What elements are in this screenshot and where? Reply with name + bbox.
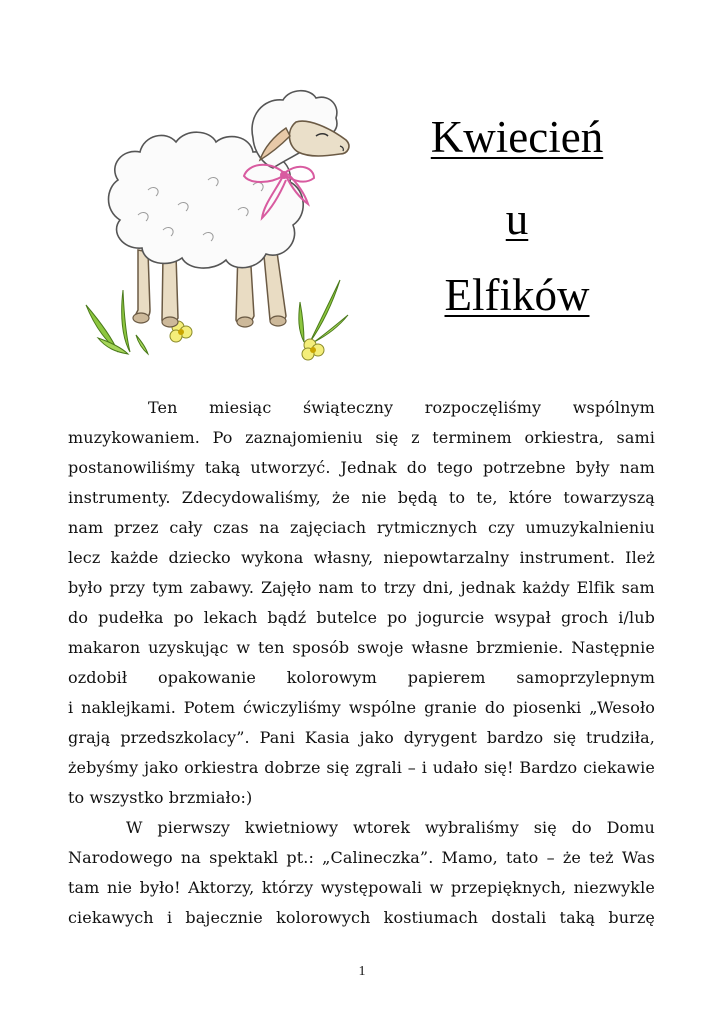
word: Ileż [625, 548, 655, 567]
word: Narodowego [68, 848, 173, 867]
word: że [562, 848, 581, 867]
word: po [173, 608, 194, 627]
word: burzę [608, 908, 655, 927]
word: dyrygent [403, 728, 477, 747]
word: tego [436, 458, 473, 477]
word: jednak [460, 578, 516, 597]
word: Potem [183, 698, 236, 717]
paragraph-2-line [68, 873, 655, 903]
word: rytmicznych [376, 518, 478, 537]
word: występowali [320, 878, 423, 897]
sheep-with-bow-icon [78, 80, 378, 370]
word: Ten [148, 398, 178, 417]
word: i [68, 698, 74, 717]
word: zabawy. [189, 578, 255, 597]
word: do [484, 698, 505, 717]
paragraph-1-line [68, 543, 655, 573]
word: cały [169, 518, 203, 537]
word: na [259, 518, 280, 537]
word: się [533, 818, 557, 837]
word: bądź [267, 608, 307, 627]
paragraph-1-line [68, 453, 655, 483]
word: pudełka [98, 608, 164, 627]
word: przy [109, 578, 146, 597]
word: do [68, 608, 89, 627]
word: samoprzylepnym [516, 668, 655, 687]
word: Jednak [340, 458, 397, 477]
word: że [332, 488, 351, 507]
word: bajecznie [185, 908, 263, 927]
word: tym [152, 578, 184, 597]
word: wsypał [494, 608, 551, 627]
paragraph-1-line [68, 393, 655, 423]
word: Zdecydowaliśmy, [181, 488, 321, 507]
word: z [411, 428, 420, 447]
word: lekach [203, 608, 258, 627]
word: potrzebne [482, 458, 566, 477]
word: ozdobił [68, 668, 128, 687]
word: Domu [606, 818, 655, 837]
word: umuzykalnieniu [525, 518, 655, 537]
word: orkiestra [184, 758, 259, 777]
paragraph-1-line [68, 423, 655, 453]
word: niepowtarzalny [383, 548, 510, 567]
word: ciekawych [68, 908, 154, 927]
word: trudziła, [586, 728, 655, 747]
word: kostiumach [383, 908, 479, 927]
word: niezwykle [573, 878, 655, 897]
word: wtorek [352, 818, 411, 837]
word: nam [68, 518, 104, 537]
word: przepięknych, [450, 878, 567, 897]
title-line-1: Kwiecień [430, 112, 604, 162]
word: miesiąc [209, 398, 272, 417]
word: to [360, 578, 377, 597]
word: każde [110, 548, 159, 567]
page-number: 1 [358, 964, 366, 979]
word: rozpoczęliśmy [424, 398, 542, 417]
body-text [68, 393, 655, 933]
word: po [387, 608, 408, 627]
word: ciekawie [583, 758, 655, 777]
word: własny, [313, 548, 374, 567]
word: Zajęło [260, 578, 312, 597]
paragraph-2-line [68, 843, 655, 873]
word: nie [106, 878, 133, 897]
word: pierwszy [157, 818, 231, 837]
word: było [68, 578, 103, 597]
paragraph-2-line [68, 813, 655, 843]
word: przez [113, 518, 159, 537]
word: papierem [407, 668, 486, 687]
word: na [180, 848, 201, 867]
word: tam [68, 878, 100, 897]
word: Po [212, 428, 233, 447]
word: do [571, 818, 592, 837]
word: piosenki [512, 698, 582, 717]
word: grają [68, 728, 111, 747]
word: się [553, 728, 577, 747]
word: – [407, 758, 416, 777]
word: też [589, 848, 614, 867]
word: Was [621, 848, 655, 867]
word: swoje [357, 638, 404, 657]
word: „Calineczka”. [322, 848, 434, 867]
word: Następnie [571, 638, 655, 657]
word: muzykowaniem. [68, 428, 200, 447]
word: te, [476, 488, 498, 507]
word: to [448, 488, 466, 507]
word: naklejkami. [81, 698, 176, 717]
word: „Wesoło [589, 698, 655, 717]
paragraph-1-line [68, 573, 655, 603]
word: nam [318, 578, 354, 597]
word: którzy [261, 878, 314, 897]
word: tato [505, 848, 539, 867]
word: jako [359, 728, 394, 747]
word: instrumenty. [68, 488, 171, 507]
word: sami [616, 428, 655, 447]
word: się [375, 428, 399, 447]
word: zajęciach [289, 518, 367, 537]
word: świąteczny [302, 398, 394, 417]
word: zaznajomieniu [245, 428, 363, 447]
word: w [429, 878, 444, 897]
word: instrument. [519, 548, 616, 567]
word: do [406, 458, 427, 477]
word: W [126, 818, 143, 837]
word: były [575, 458, 610, 477]
word: ćwiczyliśmy [242, 698, 341, 717]
paragraph-1-line [68, 753, 655, 783]
word: taką [204, 458, 241, 477]
word: się [326, 758, 350, 777]
word: – [546, 848, 555, 867]
word: Bardzo [519, 758, 578, 777]
word: taką [559, 908, 596, 927]
paragraph-1-line [68, 633, 655, 663]
word: makaron [68, 638, 141, 657]
word: Aktorzy, [188, 878, 255, 897]
word: kolorowych [276, 908, 371, 927]
word: pt.: [286, 848, 314, 867]
word: się! [483, 758, 514, 777]
paragraph-1-line [68, 663, 655, 693]
paragraph-1-line [68, 483, 655, 513]
word: postanowiliśmy [68, 458, 195, 477]
word: własne [411, 638, 469, 657]
word: przedszkolacy”. [120, 728, 250, 747]
word: granie [424, 698, 477, 717]
word: żebyśmy [68, 758, 139, 777]
word: czy [487, 518, 515, 537]
word: wybraliśmy [425, 818, 519, 837]
word: lecz [68, 548, 101, 567]
word: groch [560, 608, 609, 627]
word: opakowanie [158, 668, 256, 687]
word: w [236, 638, 251, 657]
word: które [508, 488, 553, 507]
word: zgrali [355, 758, 402, 777]
word: towarzyszą [563, 488, 655, 507]
word: uzyskując [148, 638, 229, 657]
word: spektakl [209, 848, 279, 867]
word: czas [213, 518, 249, 537]
word: udało [432, 758, 479, 777]
word: kwietniowy [244, 818, 339, 837]
word: i [166, 908, 173, 927]
word: brzmienie. [476, 638, 564, 657]
flower-right-icon [302, 339, 324, 360]
paragraph-1-line [68, 693, 655, 723]
word: wspólne [348, 698, 417, 717]
paragraph-1-line [68, 723, 655, 753]
paragraph-2-line [68, 903, 655, 933]
word: trzy [383, 578, 416, 597]
word: jogurcie [417, 608, 485, 627]
word: dni, [422, 578, 454, 597]
title-line-2: u [505, 194, 529, 244]
paragraph-1-last-line: to wszystko brzmiało:) [68, 788, 253, 807]
word: będą [397, 488, 438, 507]
word: sposób [292, 638, 350, 657]
word: dostali [491, 908, 547, 927]
word: sam [621, 578, 655, 597]
word: utworzyć. [250, 458, 331, 477]
word: kolorowym [286, 668, 377, 687]
word: wspólnym [572, 398, 655, 417]
word: dobrze [264, 758, 321, 777]
word: jako [144, 758, 179, 777]
word: dziecko [168, 548, 231, 567]
word: orkiestra, [524, 428, 604, 447]
word: Mamo, [441, 848, 498, 867]
grass-right [299, 280, 348, 342]
word: Kasia [304, 728, 350, 747]
word: było! [139, 878, 181, 897]
word: ten [258, 638, 285, 657]
title-line-3: Elfików [444, 270, 590, 320]
word: wykona [240, 548, 304, 567]
word: Elfik [576, 578, 615, 597]
word: i/lub [618, 608, 655, 627]
word: bardzo [486, 728, 544, 747]
word: każdy [522, 578, 570, 597]
word: Pani [259, 728, 296, 747]
word: terminem [432, 428, 512, 447]
paragraph-1-line [68, 603, 655, 633]
paragraph-1-line [68, 513, 655, 543]
word: butelce [316, 608, 378, 627]
word: i [421, 758, 427, 777]
word: nam [619, 458, 655, 477]
word: nie [361, 488, 387, 507]
